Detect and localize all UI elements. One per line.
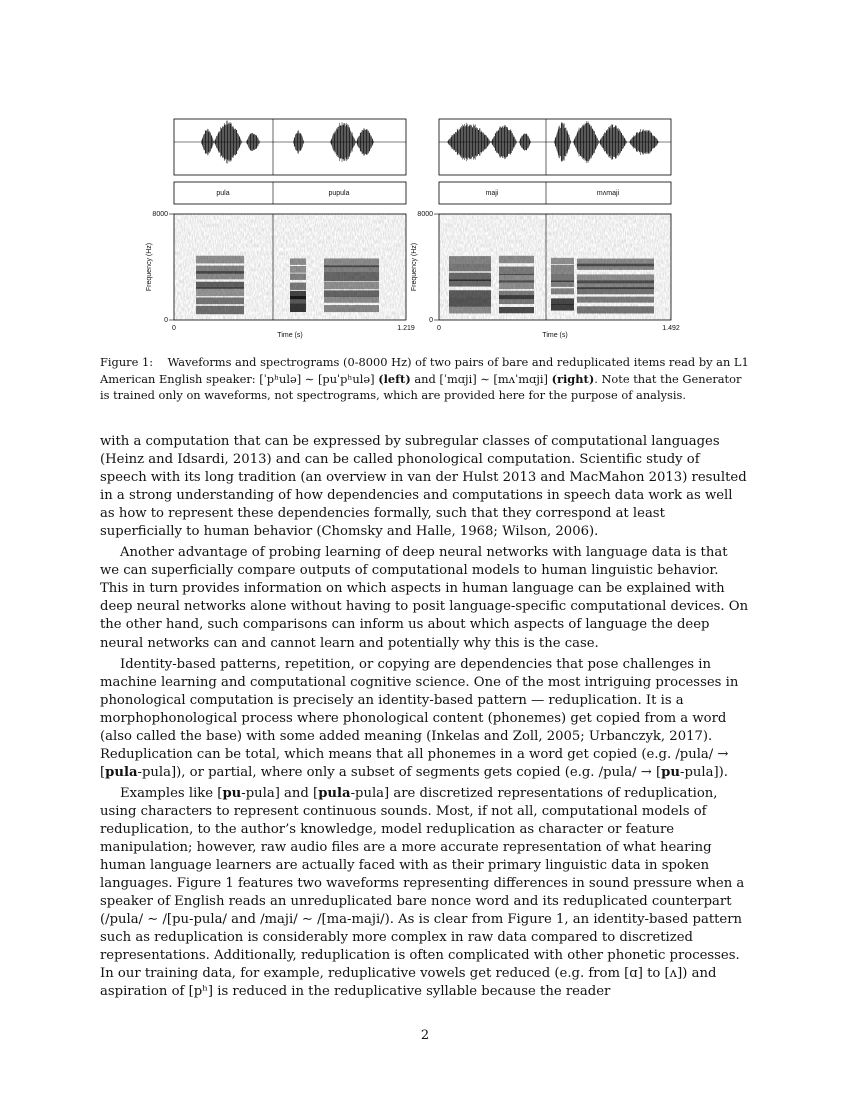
p4-bold-1: pu [222, 785, 242, 801]
left-label-1: pula [216, 190, 230, 197]
paragraph-2: Another advantage of probing learning of deep neural networks with language data is that we can superficially compare outputs of computational models to human linguistic behavior. This in turn provides information on which aspects in human language can be explained with deep neural networks alone without having to posit language-specific computational devices. On the other hand, such comparisons can inform us about which aspects of language the deep neural networks can and cannot learn and potentially why this is the case. [100, 545, 749, 651]
spectral-noise [174, 214, 406, 320]
caption-right: (right) [551, 371, 595, 386]
left-ylabel: Frequency (Hz) [146, 242, 153, 292]
left-panel [146, 119, 415, 339]
right-label-2: mʌmaji [596, 190, 620, 197]
right-time-start: 0 [437, 325, 441, 332]
left-xlabel: Time (s) [277, 332, 303, 339]
right-tier-box [439, 182, 671, 204]
caption-left: (left) [378, 371, 411, 386]
right-xlabel: Time (s) [542, 332, 568, 339]
right-spectrogram [439, 214, 671, 320]
p3-text-c: -pula]), or partial, where only a subset of segments gets copied (e.g. /pula/ → [ [137, 764, 662, 780]
right-ylabel: Frequency (Hz) [411, 242, 418, 292]
figure-1 [0, 0, 850, 420]
p4-text-d: -pula] are discretized representations of reduplication, using characters to represent continuous sounds. Most, if not all, computational models of reduplication, to the author’s knowledge, model reduplication as character or feature manipulation; however, raw audio files are a more accurate representation of what hearing human language learners are actually faced with as their primary linguistic data in spoken languages. Figure 1 features two waveforms representing differences in sound pressure when a speaker of English reads an unreduplicated bare nonce word and its reduplicated counterpart (/pula/ ∼ /[pu-pula/ and /maji/ ∼ /[ma-maji/). As is clear from Figure 1, an identity-based pattern such as reduplication is considerably more complex in raw data compared to discretized representations. Additionally, reduplication is often complicated with other phonetic processes. In our training data, for example, reduplicative vowels get reduced (e.g. from [ɑ] to [ʌ]) and aspiration of [pʰ] is reduced in the reduplicative syllable because the reader [100, 785, 745, 1000]
p4-text-a: Examples like [ [120, 785, 223, 801]
p4-bold-2: pula [318, 785, 351, 801]
paragraph-4 [100, 785, 750, 1002]
page-number: 2 [420, 1028, 430, 1043]
left-time-start: 0 [172, 325, 176, 332]
body-text [100, 433, 750, 1004]
caption-label: Figure 1: [100, 355, 154, 369]
spectral-noise [439, 214, 671, 320]
figure-caption [100, 354, 750, 404]
right-label-1: maji [485, 190, 499, 197]
right-freq-max: 8000 [417, 211, 433, 218]
p4-text-c: -pula] and [ [241, 785, 319, 801]
caption-text-2: and [ˈmɑji] ∼ [mʌˈmɑji] [410, 371, 552, 386]
caption-text-3: . Note that the Generator is trained only on waveforms, not spectrograms, which are provided here for the purpose of analysis. [100, 371, 742, 403]
paragraph-1: with a computation that can be expressed by subregular classes of computational languages (Heinz and Idsardi, 2013) and can be called phonological computation. Scientific study of speech with its long tradition (an overview in van der Hulst 2013 and MacMahon 2013) resulted in a strong understanding of how dependencies and computations in speech data work as well as how to represent these dependencies formally, such that they correspond at least superficially to human behavior (Chomsky and Halle, 1968; Wilson, 2006). [100, 434, 747, 540]
left-freq-min: 0 [164, 317, 168, 324]
right-panel [411, 119, 680, 339]
figure-1-graphics [0, 0, 850, 350]
left-spectrogram [174, 214, 406, 320]
right-time-end: 1.492 [662, 325, 680, 332]
right-freq-min: 0 [429, 317, 433, 324]
left-time-end: 1.219 [397, 325, 415, 332]
paragraph-3 [100, 656, 750, 782]
caption-text-1: Waveforms and spectrograms (0-8000 Hz) of two pairs of bare and reduplicated items read by an L1 American English speaker: [ˈpʰulə] ∼ [puˈpʰulə] [100, 355, 749, 386]
p3-bold-2: pu [661, 764, 680, 780]
p3-text-d: -pula]). [679, 764, 728, 780]
left-label-2: pupula [328, 190, 350, 197]
p3-bold-1: pula [105, 764, 138, 780]
p3-text-a: Identity-based patterns, repetition, or copying are dependencies that pose challenges in machine learning and computational cognitive science. One of the most intriguing processes in phonological computation is precisely an identity-based pattern — reduplication. It is a morphophonological process where phonological content (phonemes) get copied from a word (also called the base) with some added meaning (Inkelas and Zoll, 2005; Urbanczyk, 2017). Reduplication can be total, which means that all phonemes in a word get copied (e.g. /pula/ → [ [100, 656, 739, 780]
left-tier-box [174, 182, 406, 204]
left-freq-max: 8000 [152, 211, 168, 218]
